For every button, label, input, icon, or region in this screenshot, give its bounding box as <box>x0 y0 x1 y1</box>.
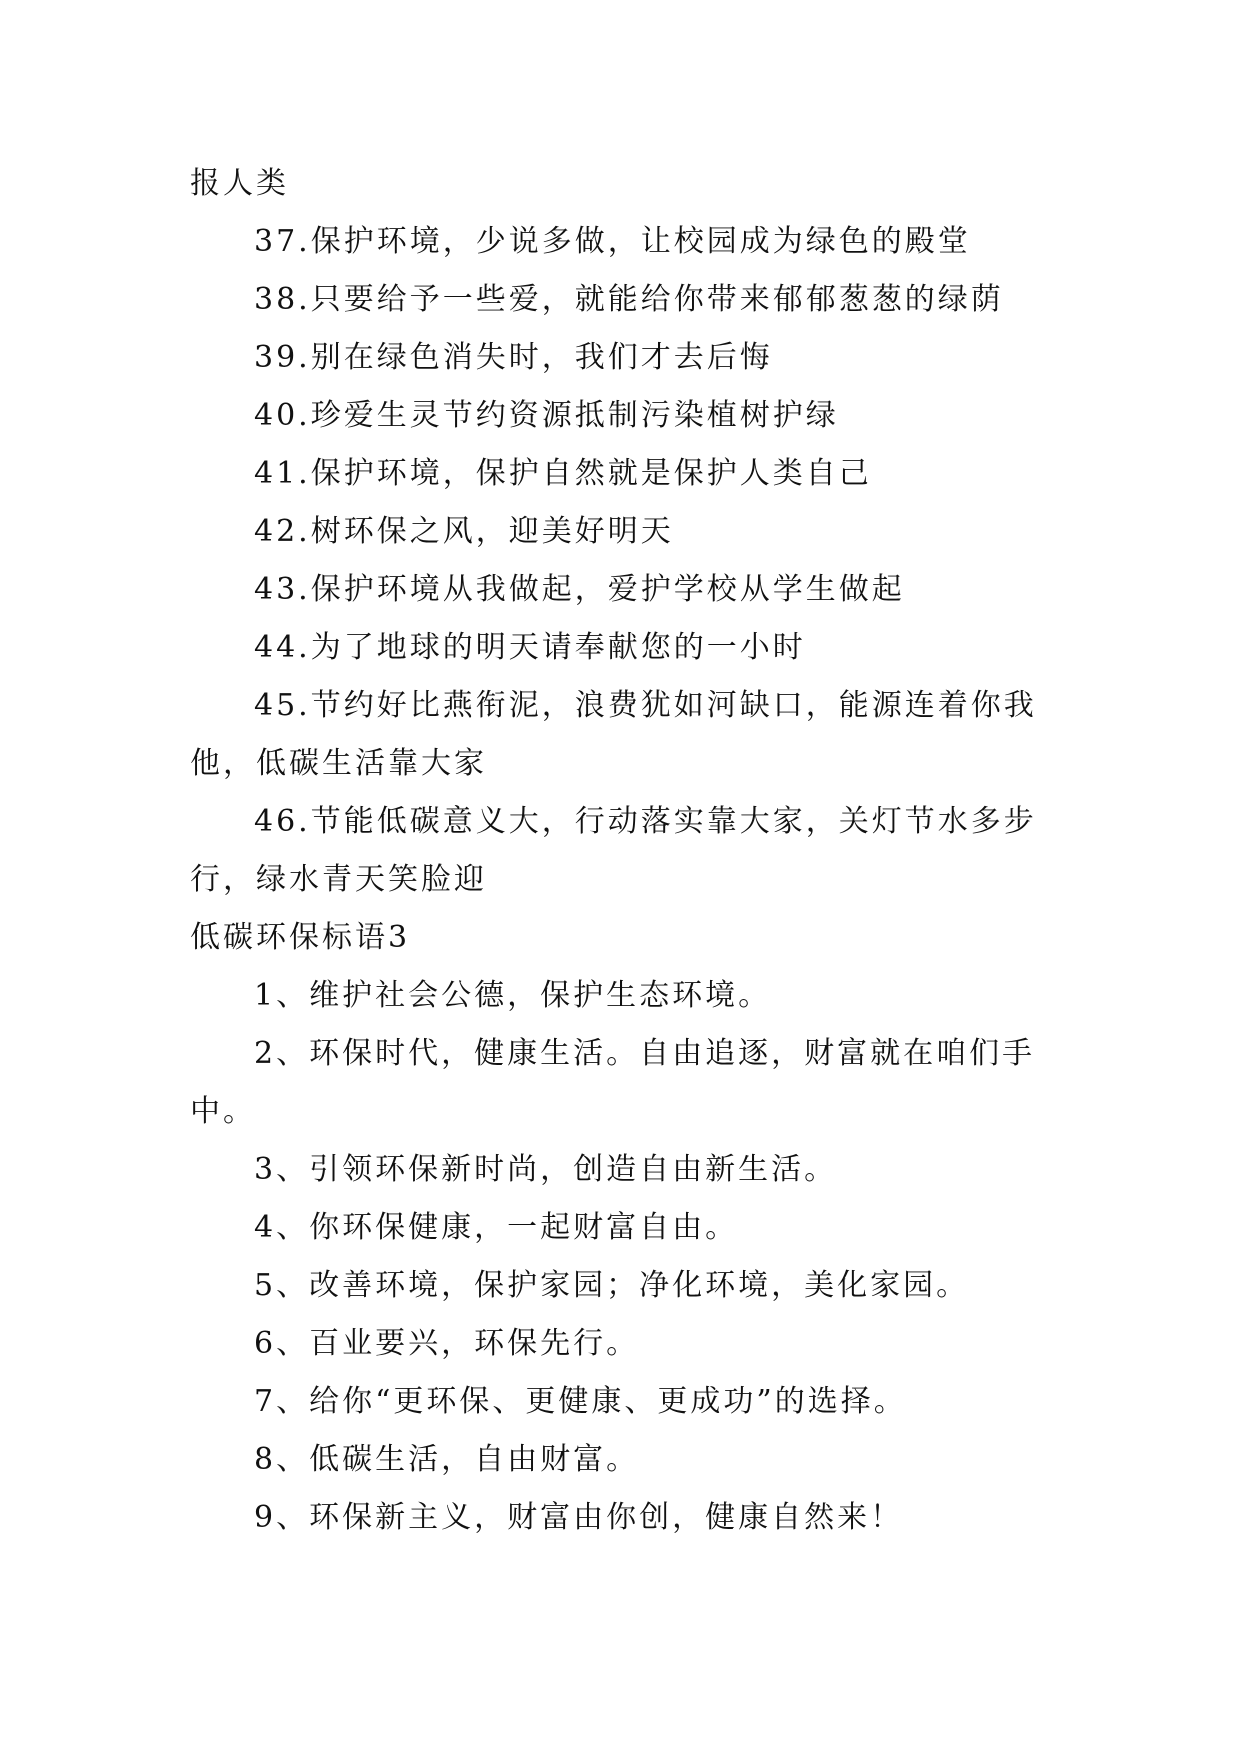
slogan-item: 41.保护环境，保护自然就是保护人类自己 <box>254 456 872 491</box>
slogan-item: 4、你环保健康，一起财富自由。 <box>254 1210 739 1245</box>
slogan-item: 37.保护环境，少说多做，让校园成为绿色的殿堂 <box>254 224 971 259</box>
slogan-item: 7、给你“更环保、更健康、更成功”的选择。 <box>254 1384 907 1419</box>
slogan-item: 5、改善环境，保护家园；净化环境，美化家园。 <box>254 1268 970 1303</box>
slogan-item: 43.保护环境从我做起，爱护学校从学生做起 <box>254 572 905 607</box>
slogan-item: 8、低碳生活，自由财富。 <box>254 1442 640 1477</box>
slogan-item: 44.为了地球的明天请奉献您的一小时 <box>254 630 806 665</box>
slogan-item: 6、百业要兴，环保先行。 <box>254 1326 640 1361</box>
slogan-item: 2、环保时代，健康生活。自由追逐，财富就在咱们手中。 <box>190 1036 1036 1129</box>
slogan-item: 45.节约好比燕衔泥，浪费犹如河缺口，能源连着你我他，低碳生活靠大家 <box>190 688 1037 781</box>
slogan-item: 39.别在绿色消失时，我们才去后悔 <box>254 340 773 375</box>
slogan-item: 38.只要给予一些爱，就能给你带来郁郁葱葱的绿荫 <box>254 282 1004 317</box>
slogan-item: 9、环保新主义，财富由你创，健康自然来！ <box>254 1500 904 1535</box>
section-heading: 低碳环保标语3 <box>190 920 411 955</box>
slogan-item: 1、维护社会公德，保护生态环境。 <box>254 978 772 1013</box>
slogan-item: 3、引领环保新时尚，创造自由新生活。 <box>254 1152 838 1187</box>
slogan-item: 42.树环保之风，迎美好明天 <box>254 514 674 549</box>
slogan-item: 46.节能低碳意义大，行动落实靠大家，关灯节水多步行，绿水青天笑脸迎 <box>190 804 1037 897</box>
slogan-item: 40.珍爱生灵节约资源抵制污染植树护绿 <box>254 398 839 433</box>
section-heading: 报人类 <box>190 166 289 201</box>
document-page <box>190 155 1058 1547</box>
